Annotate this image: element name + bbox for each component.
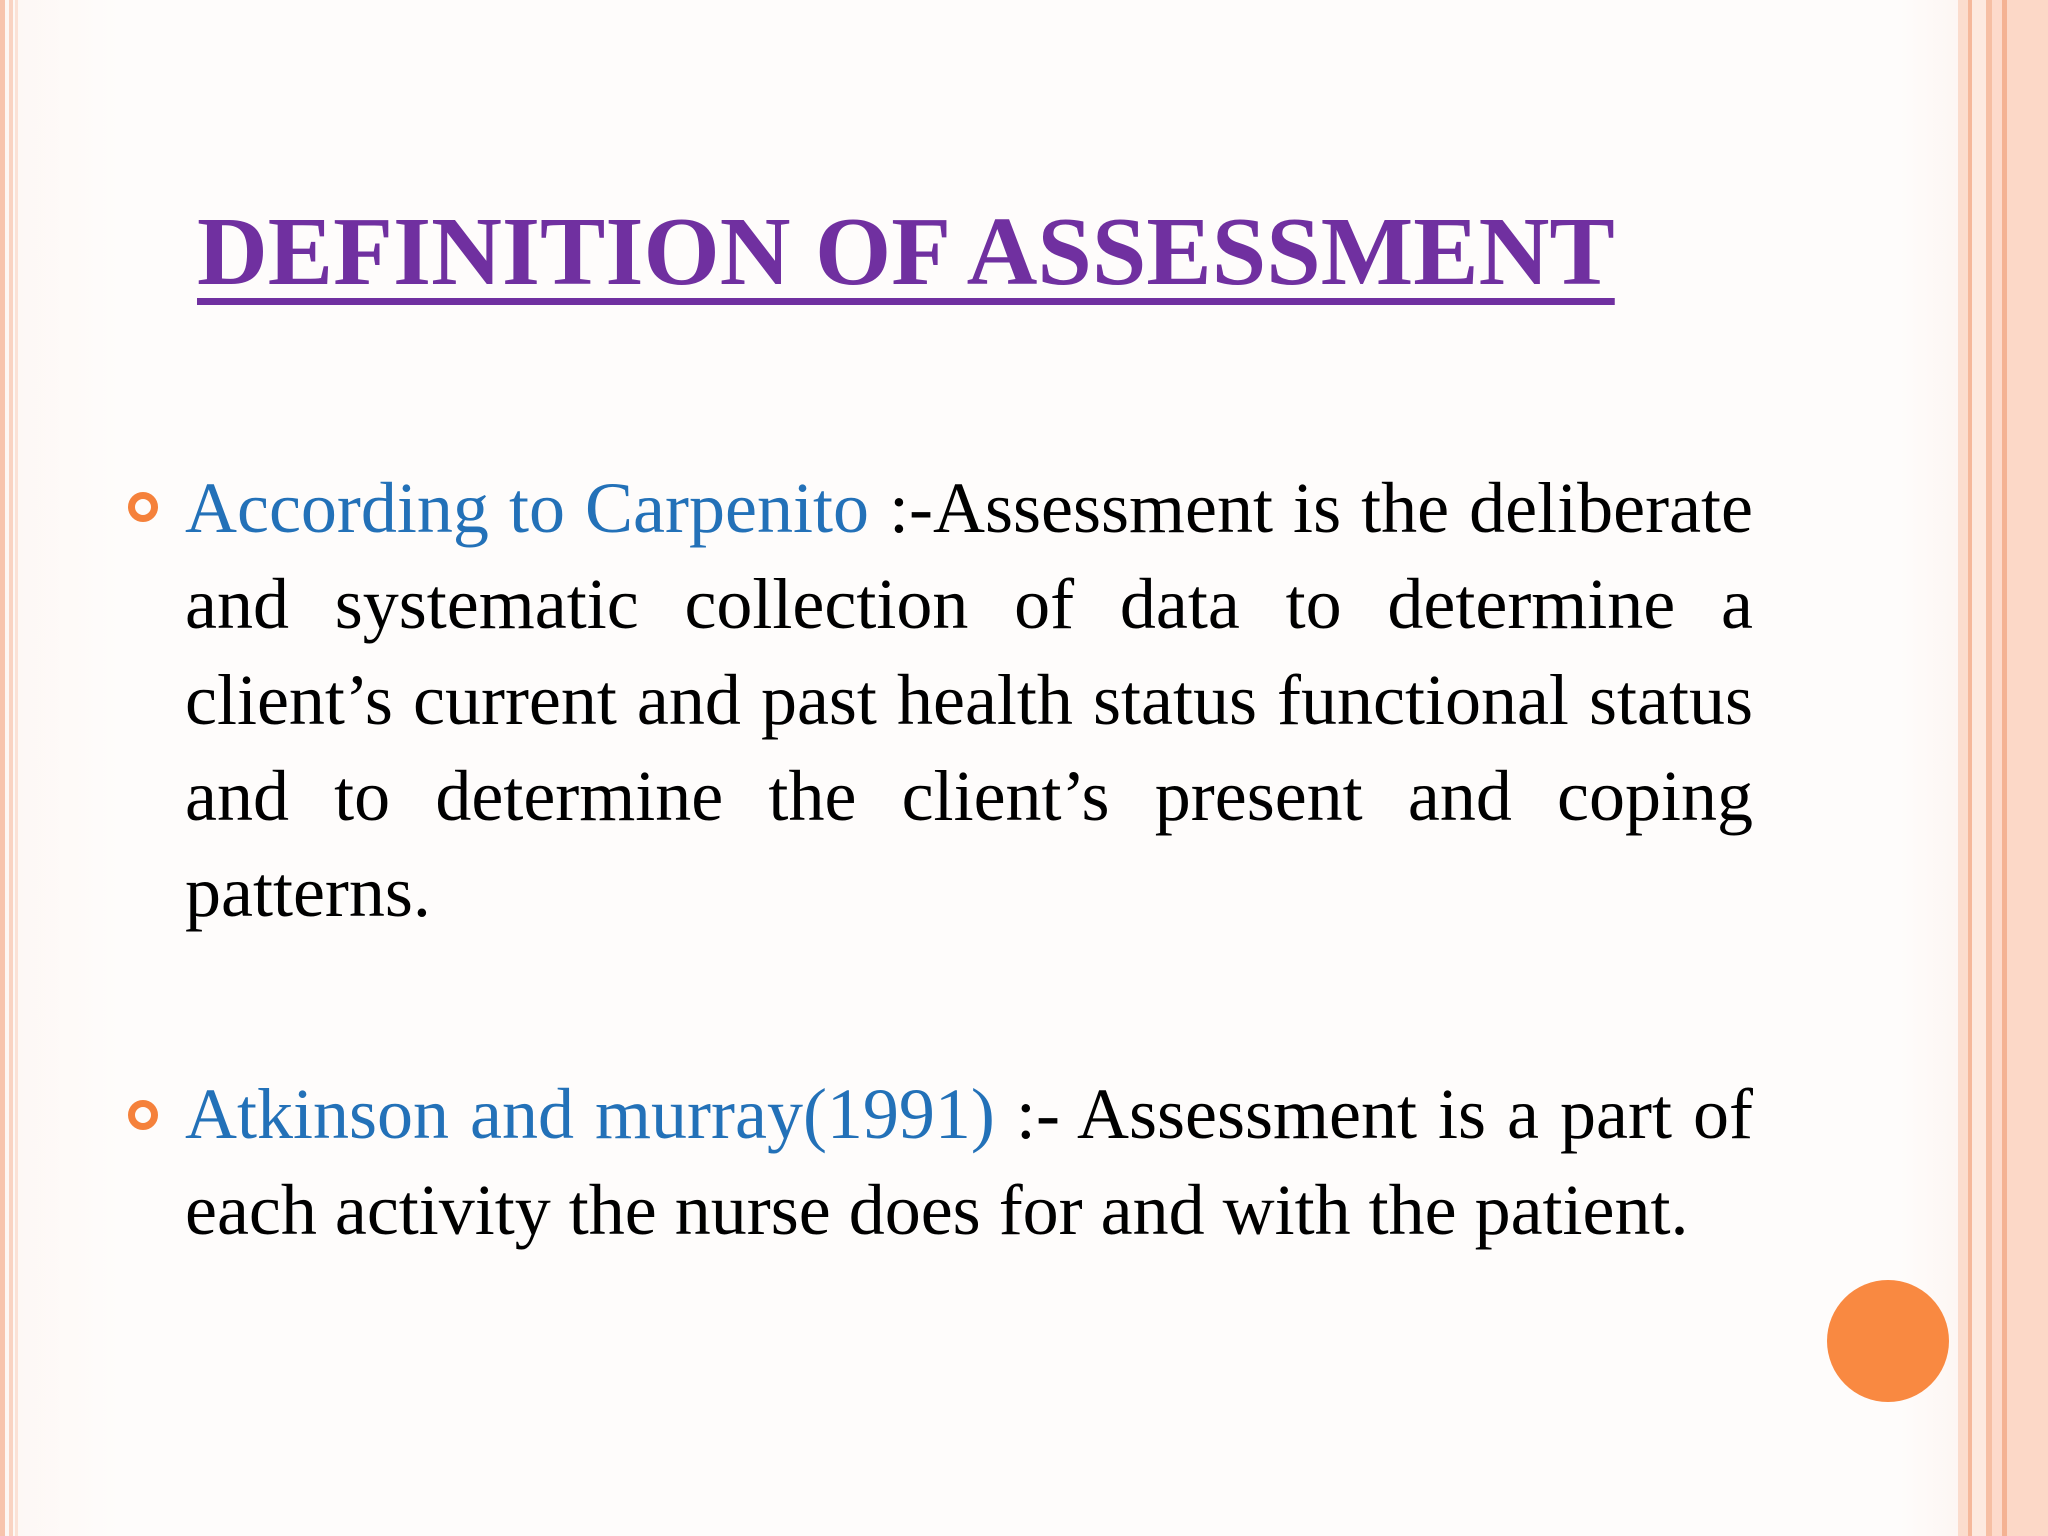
right-border-stripe (1972, 0, 1986, 1536)
definition-text: :-Assessment is the deliberate and systematic collection of data to determine a client’s current and past health status functional status and to determine the client’s present and coping patterns. (185, 468, 1753, 932)
decorative-circle-icon (1827, 1280, 1949, 1402)
left-border-stripe (9, 0, 13, 1536)
ring-bullet-icon (128, 1100, 158, 1130)
definition-source: According to Carpenito (185, 468, 869, 548)
left-border-stripe (15, 0, 18, 1536)
definition-source: Atkinson and murray(1991) (185, 1074, 995, 1154)
right-border-stripe (1958, 0, 1968, 1536)
definition-paragraph (185, 1066, 1753, 1258)
definition-paragraph (185, 460, 1753, 940)
ring-bullet-icon (128, 492, 158, 522)
slide-title: DEFINITION OF ASSESSMENT (197, 198, 1615, 306)
right-border-stripe (1992, 0, 2002, 1536)
definition-text: :- Assessment is a part of each activity the nurse does for and with the patient. (185, 1074, 1753, 1250)
right-border-stripe (2007, 0, 2048, 1536)
left-border-stripe (0, 0, 5, 1536)
